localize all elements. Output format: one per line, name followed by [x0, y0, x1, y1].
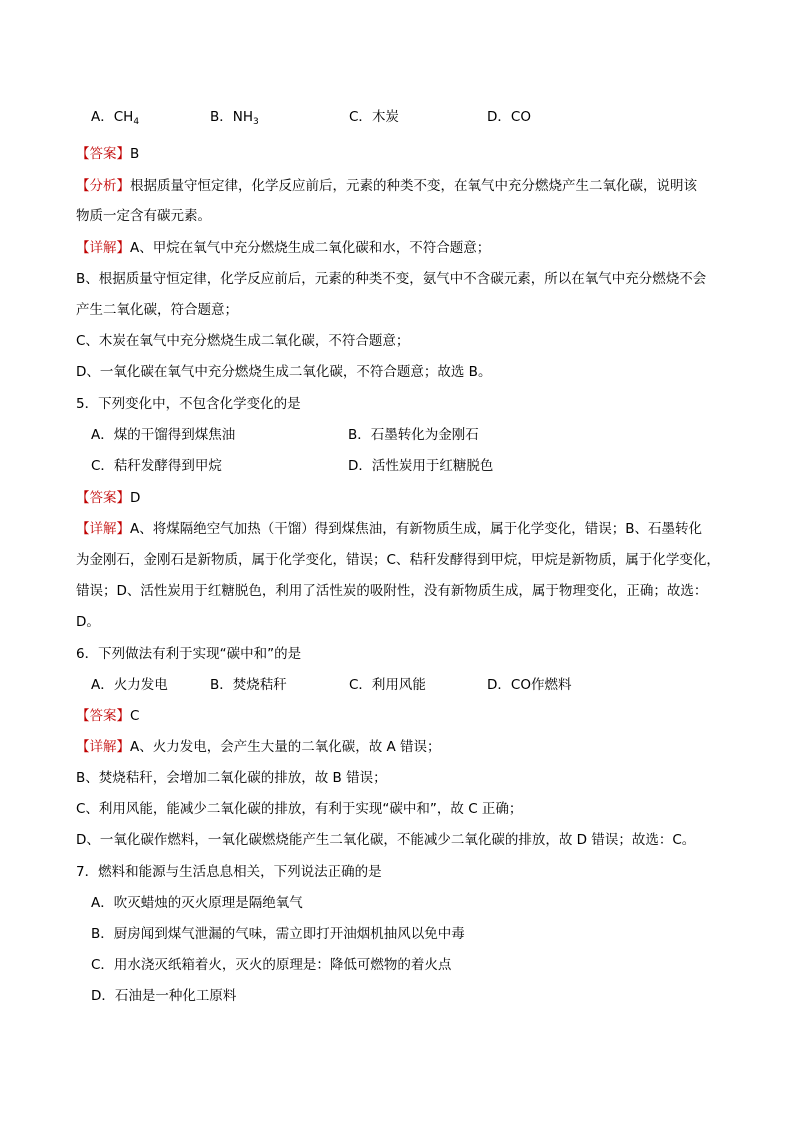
q7-stem: 7．燃料和能源与生活息息相关，下列说法正确的是 [76, 864, 382, 880]
q5-stem: 5．下列变化中，不包含化学变化的是 [76, 396, 301, 412]
q4-option-d: D．CO [487, 109, 531, 125]
q6-detail-line-3: C、利用风能，能减少二氧化碳的排放，有利于实现“碳中和”，故 C 正确； [76, 801, 523, 817]
q6-detail-line-4: D、一氧化碳作燃料，一氧化碳燃烧能产生二氧化碳，不能减少二氧化碳的排放，故 D 错误；故选：C。 [76, 832, 696, 848]
q4-analysis-line-2: 物质一定含有碳元素。 [76, 208, 211, 224]
q6-detail-line-2: B、焚烧秸秆，会增加二氧化碳的排放，故 B 错误； [76, 770, 387, 786]
q5-detail-line-2: 为金刚石，金刚石是新物质，属于化学变化，错误；C、秸秆发酵得到甲烷，甲烷是新物质，属于化学变化， [76, 552, 720, 568]
q4-detail-line-2: B、根据质量守恒定律，化学反应前后，元素的种类不变，氨气中不含碳元素，所以在氧气中充分燃烧不会 [76, 271, 707, 287]
q5-option-b: B．石墨转化为金刚石 [348, 427, 479, 443]
q4-option-b: B．$NH_3$ [210, 109, 259, 127]
q5-detail-line-1: 【详解】A、将煤隔绝空气加热（干馏）得到煤焦油，有新物质生成，属于化学变化，错误；B、石墨转化 [76, 521, 702, 537]
q6-answer: 【答案】C [76, 708, 140, 724]
q7-option-c: C．用水浇灭纸箱着火，灭火的原理是：降低可燃物的着火点 [91, 957, 452, 973]
q4-detail-line-4: C、木炭在氧气中充分燃烧生成二氧化碳，不符合题意； [76, 333, 410, 349]
q6-stem: 6．下列做法有利于实现“碳中和”的是 [76, 646, 302, 662]
q5-answer: 【答案】D [76, 490, 141, 506]
q7-option-a: A．吹灭蜡烛的灭火原理是隔绝氧气 [91, 895, 303, 911]
q6-option-a: A．火力发电 [91, 677, 168, 693]
q5-option-d: D．活性炭用于红糖脱色 [348, 458, 494, 474]
q4-detail-line-1: 【详解】A、甲烷在氧气中充分燃烧生成二氧化碳和水，不符合题意； [76, 240, 491, 256]
q5-option-a: A．煤的干馏得到煤焦油 [91, 427, 236, 443]
q5-detail-line-3: 错误；D、活性炭用于红糖脱色，利用了活性炭的吸附性，没有新物质生成，属于物理变化，正确；故选： [76, 583, 708, 599]
q4-option-a: A．$CH_4$ [91, 109, 140, 127]
q4-analysis-line-1: 【分析】根据质量守恒定律，化学反应前后，元素的种类不变，在氧气中充分燃烧产生二氧化碳，说明该 [76, 178, 697, 194]
q6-option-d: D．CO作燃料 [487, 677, 572, 693]
q7-option-b: B．厨房闻到煤气泄漏的气味，需立即打开油烟机抽风以免中毒 [91, 926, 465, 942]
q4-detail-line-3: 产生二氧化碳，符合题意； [76, 302, 238, 318]
q4-detail-line-5: D、一氧化碳在氧气中充分燃烧生成二氧化碳，不符合题意；故选 B。 [76, 364, 492, 380]
q4-answer: 【答案】B [76, 146, 140, 162]
q6-option-c: C．利用风能 [349, 677, 426, 693]
q6-detail-line-1: 【详解】A、火力发电，会产生大量的二氧化碳，故 A 错误； [76, 739, 441, 755]
q5-detail-line-4: D。 [76, 614, 100, 630]
q5-option-c: C．秸秆发酵得到甲烷 [91, 458, 222, 474]
q6-option-b: B．焚烧秸秆 [210, 677, 287, 693]
q4-option-c: C．木炭 [349, 109, 399, 125]
q7-option-d: D．石油是一种化工原料 [91, 988, 237, 1004]
